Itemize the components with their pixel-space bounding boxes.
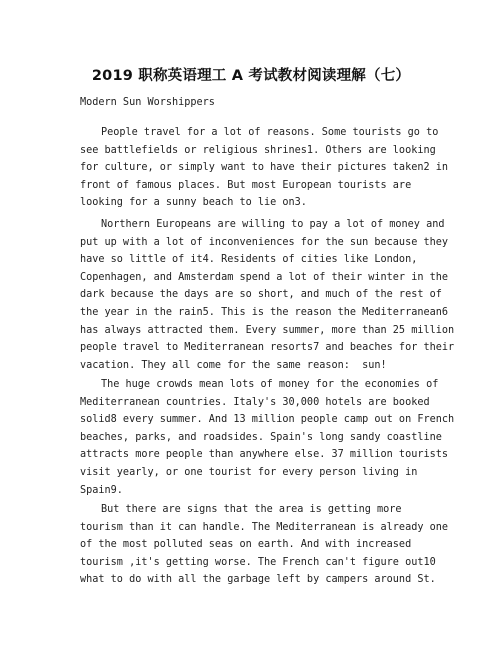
- paragraph-line: vacation. They all come for the same reason: sun!: [80, 359, 387, 371]
- paragraph-3: [80, 376, 455, 499]
- paragraph-line: has always attracted them. Every summer, more than 25 million: [80, 324, 455, 336]
- paragraph-line: put up with a lot of inconveniences for the sun because they: [80, 236, 449, 248]
- paragraph-line: Mediterranean countries. Italy's 30,000 hotels are booked: [80, 396, 430, 408]
- paragraph-line: looking for a sunny beach to lie on3.: [80, 197, 307, 209]
- paragraph-line: tourism ,it's getting worse. The French can't figure out10: [80, 556, 436, 568]
- paragraph-line: attracts more people than anywhere else. 37 million tourists: [80, 449, 449, 461]
- paragraph-line: the year in the rain5. This is the reason the Mediterranean6: [80, 306, 449, 318]
- paragraph-line: Northern Europeans are willing to pay a lot of money and: [101, 219, 445, 230]
- paragraph-line: Spain9.: [80, 484, 123, 496]
- paragraph-line: front of famous places. But most European tourists are: [80, 179, 412, 191]
- paragraph-line: have so little of it4. Residents of cities like London,: [80, 254, 418, 266]
- paragraph-line: for culture, or simply want to have their pictures taken2 in: [80, 162, 449, 174]
- paragraph-line: dark because the days are so short, and much of the rest of: [80, 289, 442, 301]
- paragraph-line: what to do with all the garbage left by campers around St.: [80, 574, 436, 586]
- paragraph-line: solid8 every summer. And 13 million people camp out on French: [80, 414, 455, 426]
- document-title: 2019 职称英语理工 A 考试教材阅读理解（七）: [91, 68, 411, 84]
- paragraph-line: tourism than it can handle. The Mediterranean is already one: [80, 521, 449, 533]
- paragraph-line: people travel to Mediterranean resorts7 and beaches for their: [80, 342, 455, 354]
- paragraph-line: visit yearly, or one tourist for every person living in: [80, 466, 418, 478]
- paragraph-line: The huge crowds mean lots of money for the economies of: [101, 379, 439, 390]
- paragraph-line: beaches, parks, and roadsides. Spain's long sandy coastline: [80, 431, 442, 443]
- paragraph-line: But there are signs that the area is getting more: [101, 504, 402, 515]
- paragraph-1: [80, 124, 449, 212]
- paragraph-line: of the most polluted seas on earth. And with increased: [80, 539, 412, 551]
- paragraph-line: People travel for a lot of reasons. Some tourists go to: [101, 127, 439, 138]
- article-title: Modern Sun Worshippers: [80, 97, 215, 108]
- paragraph-2: [80, 216, 455, 374]
- paragraph-line: Copenhagen, and Amsterdam spend a lot of their winter in the: [80, 271, 449, 283]
- paragraph-4: [80, 501, 449, 589]
- paragraph-line: see battlefields or religious shrines1. Others are looking: [80, 144, 436, 156]
